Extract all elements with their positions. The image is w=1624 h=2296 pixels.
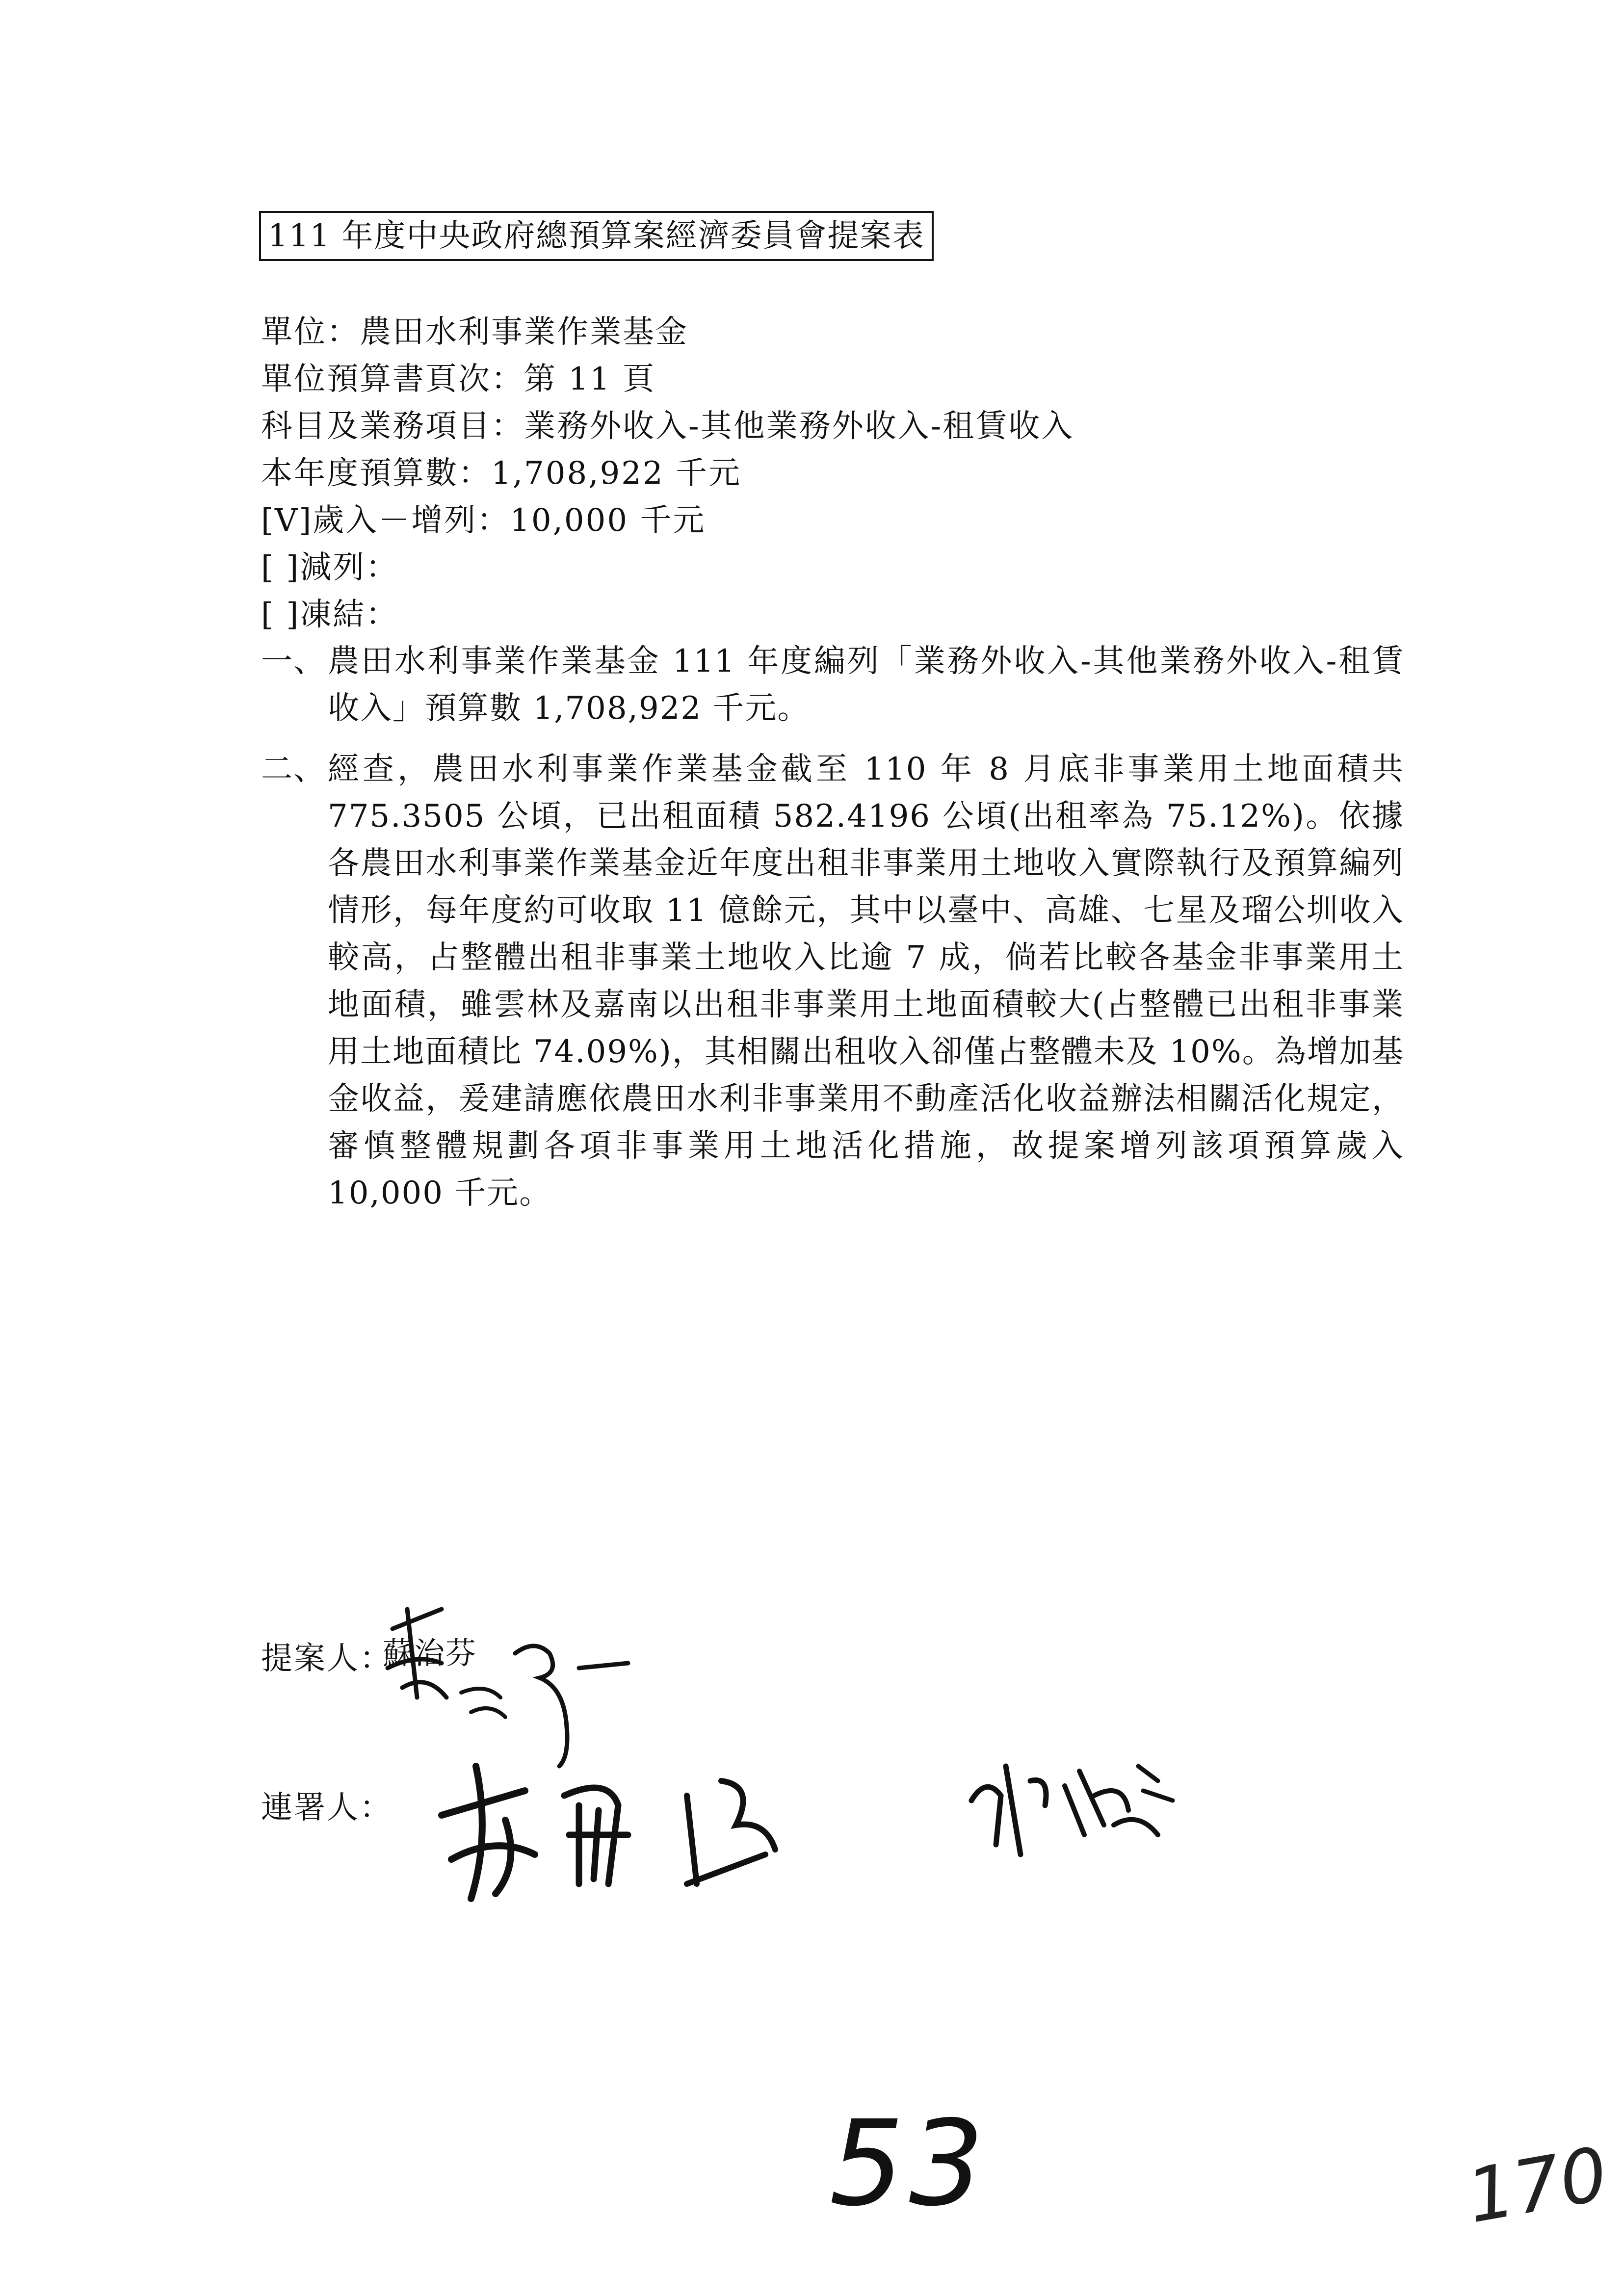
field-subject: 科目及業務項目：業務外收入-其他業務外收入-租賃收入 [261,408,1074,444]
paragraph-2-number: 二、 [261,751,326,787]
cosigner-signature-2 [962,1737,1197,1874]
field-unit: 單位：農田水利事業作業基金 [261,314,688,350]
paragraph-2-text: 經查，農田水利事業作業基金截至 110 年 8 月底非事業用土地面積共 775.3505 公頃，已出租面積 582.4196 公頃(出租率為 75.12%)。依據各農田水利事業作業基金近年度出租非事業用土地收入實際執行及預算編列情形，每年度約可收取 11 億餘元，其中以臺中、高雄、七星及瑠公圳收入較高，占整體出租非事業土地收入比逾 7 成，倘若比較各基金非事業用土地面積，雖雲林及嘉南以出租非事業用土地面積較大(占整體已出租非事業用土地面積比 74.09%)，其相關出租收入卻僅占整體未及 10%。為增加基金收益，爰建請應依農田水利非事業用不動產活化收益辦法相關活化規定，審慎整體規劃各項非事業用土地活化措施，故提案增列該項預算歲入 10,000 千元。 [328,751,1404,1211]
cosigner-signature-1 [422,1737,824,1913]
paragraph-1-text: 農田水利事業作業基金 111 年度編列「業務外收入-其他業務外收入-租賃收入」預算數 1,708,922 千元。 [328,643,1404,727]
handwritten-page-number: 170 [1461,2131,1614,2240]
field-budget: 本年度預算數：1,708,922 千元 [261,455,742,492]
field-decrease: [ ]減列： [261,549,399,586]
page-number: 53 [829,2095,989,2232]
paragraph-1 [261,638,1404,732]
field-page-ref: 單位預算書頁次：第 11 頁 [261,361,656,397]
paragraph-1-number: 一、 [261,643,326,679]
field-freeze: [ ]凍結： [261,597,399,633]
proposer-label: 提案人： [261,1641,393,1677]
proposer-name: 蘇治芬 [383,1635,477,1671]
paragraph-2 [261,746,1404,1217]
field-increase: [V]歲入－增列：10,000 千元 [261,502,706,539]
cosigner-label: 連署人： [261,1790,393,1826]
document-title: 111 年度中央政府總預算案經濟委員會提案表 [259,211,934,261]
